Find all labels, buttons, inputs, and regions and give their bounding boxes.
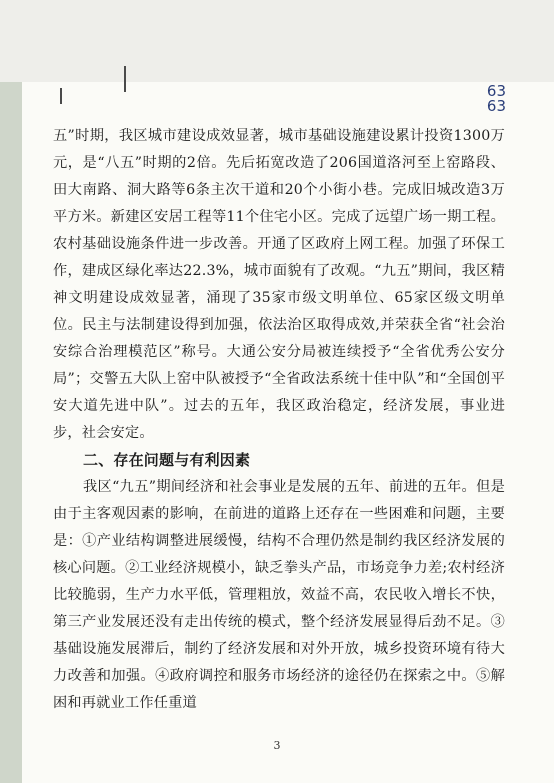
binding-strip xyxy=(0,82,22,783)
document-body xyxy=(53,123,505,717)
scan-top-margin xyxy=(0,0,554,82)
handwritten-page-number xyxy=(487,84,506,114)
binding-mark xyxy=(124,66,126,92)
handwritten-page-number-bottom: 63 xyxy=(486,97,506,115)
handwritten-page-number-top: 63 xyxy=(486,82,506,100)
paragraph-2: 我区“九五”期间经济和社会事业是发展的五年、前进的五年。但是由于主客观因素的影响，在前进的道路上还存在一些困难和问题，主要是：①产业结构调整进展缓慢，结构不合理仍然是制约我区经济发展的核心问题。②工业经济规模小，缺乏拳头产品，市场竞争力差;农村经济比较脆弱，生产力水平低，管理粗放，效益不高，农民收入增长不快，第三产业发展还没有走出传统的模式，整个经济发展显得后劲不足。③基础设施发展滞后，制约了经济发展和对外开放，城乡投资环境有待大力改善和加强。④政府调控和服务市场经济的途径仍在探索之中。⑤解困和再就业工作任重道 xyxy=(53,479,505,711)
section-heading: 二、存在问题与有利因素 xyxy=(83,451,251,469)
binding-mark xyxy=(60,88,62,104)
paragraph-1: 五”时期，我区城市建设成效显著，城市基础设施建设累计投资1300万元，是“八五”时期的2倍。先后拓宽改造了206国道洛河至上窑路段、田大南路、洞大路等6条主次干道和20个小街小巷。完成旧城改造3万平方米。新建区安居工程等11个住宅小区。完成了远望广场一期工程。农村基础设施条件进一步改善。开通了区政府上网工程。加强了环保工作，建成区绿化率达22.3%，城市面貌有了改观。“九五”期间，我区精神文明建设成效显著，涌现了35家市级文明单位、65家区级文明单位。民主与法制建设得到加强，依法治区取得成效,并荣获全省“社会治安综合治理模范区”称号。大通公安分局被连续授予“全省优秀公安分局”；交警五大队上窑中队被授予“全省政法系统十佳中队”和“全国创平安大道先进中队”。过去的五年，我区政治稳定，经济发展，事业进步，社会安定。 xyxy=(53,128,505,441)
page-number: 3 xyxy=(273,739,281,752)
